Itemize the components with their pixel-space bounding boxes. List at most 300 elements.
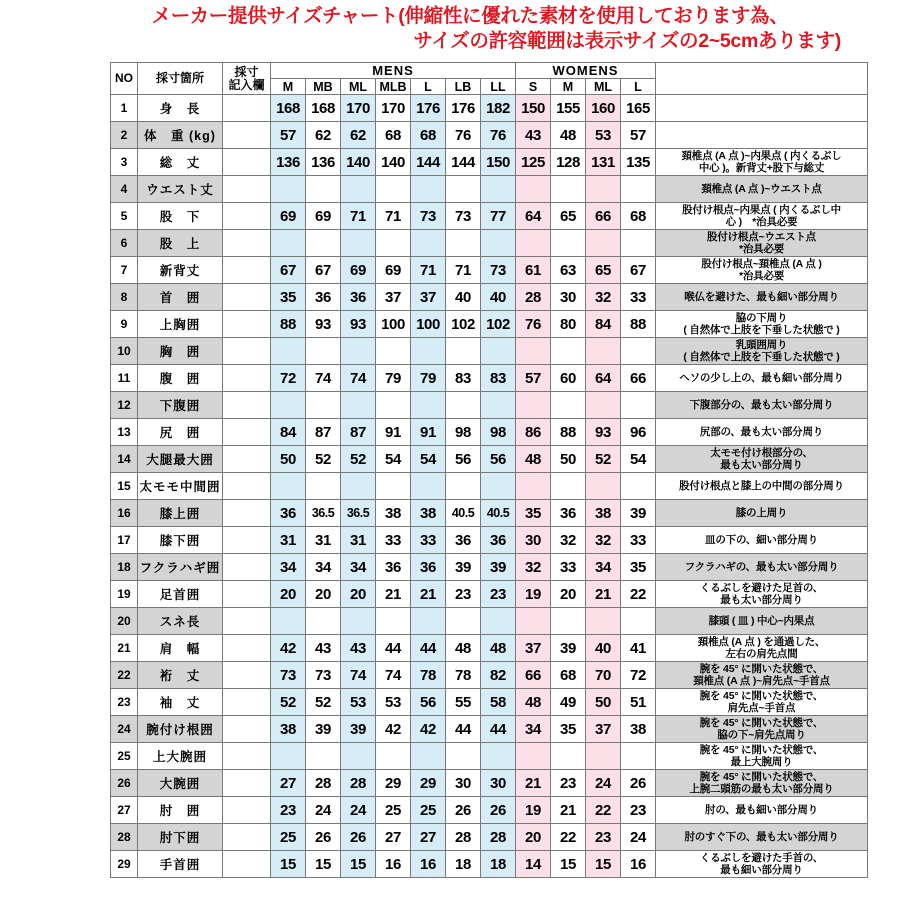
size-value-cell xyxy=(481,338,516,365)
measurement-entry-field[interactable] xyxy=(223,608,271,635)
size-value-cell: 20 xyxy=(551,581,586,608)
measurement-note xyxy=(656,392,868,419)
table-row xyxy=(111,608,868,635)
size-value-cell xyxy=(411,473,446,500)
size-value-cell: 49 xyxy=(551,689,586,716)
size-value-cell: 32 xyxy=(586,527,621,554)
size-value-cell xyxy=(446,176,481,203)
size-value-cell: 57 xyxy=(271,122,306,149)
measurement-entry-field[interactable] xyxy=(223,500,271,527)
table-row xyxy=(111,365,868,392)
measurement-note xyxy=(656,554,868,581)
measurement-note xyxy=(656,473,868,500)
size-value-cell: 39 xyxy=(481,554,516,581)
size-value-cell: 22 xyxy=(621,581,656,608)
size-value-cell xyxy=(516,392,551,419)
size-value-cell: 27 xyxy=(376,824,411,851)
note-cell-empty xyxy=(656,95,868,122)
size-value-cell: 36 xyxy=(551,500,586,527)
measurement-entry-field[interactable] xyxy=(223,581,271,608)
size-value-cell: 34 xyxy=(516,716,551,743)
size-value-cell: 32 xyxy=(586,284,621,311)
size-value-cell: 77 xyxy=(481,203,516,230)
size-value-cell: 48 xyxy=(481,635,516,662)
size-value-cell xyxy=(586,473,621,500)
size-value-cell: 36.5 xyxy=(306,500,341,527)
size-value-cell: 44 xyxy=(411,635,446,662)
note-line: 股付け根点~ウエスト点 xyxy=(707,230,816,243)
size-value-cell: 37 xyxy=(376,284,411,311)
size-value-cell: 170 xyxy=(341,95,376,122)
measurement-part: 大腿最大囲 xyxy=(138,446,223,473)
measurement-entry-field[interactable] xyxy=(223,392,271,419)
header-size-mens-m: M xyxy=(271,79,306,95)
size-value-cell xyxy=(551,608,586,635)
size-value-cell: 144 xyxy=(411,149,446,176)
measurement-part: フクラハギ囲 xyxy=(138,554,223,581)
size-value-cell: 16 xyxy=(411,851,446,878)
note-line: フクラハギの、最も太い部分周り xyxy=(684,560,839,573)
size-value-cell xyxy=(271,392,306,419)
row-number: 12 xyxy=(111,392,138,419)
measurement-part: 腹 囲 xyxy=(138,365,223,392)
size-value-cell: 68 xyxy=(411,122,446,149)
size-value-cell: 102 xyxy=(446,311,481,338)
measurement-part: 上大腕囲 xyxy=(138,743,223,770)
size-value-cell: 33 xyxy=(621,527,656,554)
size-value-cell: 65 xyxy=(551,203,586,230)
measurement-part: ウエスト丈 xyxy=(138,176,223,203)
size-value-cell: 21 xyxy=(411,581,446,608)
size-value-cell xyxy=(341,176,376,203)
size-value-cell: 71 xyxy=(341,203,376,230)
size-value-cell xyxy=(446,230,481,257)
measurement-entry-field[interactable] xyxy=(223,770,271,797)
size-value-cell: 36 xyxy=(306,284,341,311)
size-value-cell: 87 xyxy=(341,419,376,446)
title-line-1: メーカー提供サイズチャート(伸縮性に優れた素材を使用しております為、 xyxy=(151,5,789,27)
size-value-cell: 43 xyxy=(306,635,341,662)
size-value-cell: 87 xyxy=(306,419,341,446)
row-number: 27 xyxy=(111,797,138,824)
size-value-cell xyxy=(446,338,481,365)
title-line-2: サイズの許容範囲は表示サイズの2~5cmあります) xyxy=(413,30,841,52)
size-value-cell xyxy=(411,392,446,419)
size-value-cell: 43 xyxy=(341,635,376,662)
size-value-cell: 98 xyxy=(446,419,481,446)
size-value-cell: 36 xyxy=(341,284,376,311)
size-value-cell: 65 xyxy=(586,257,621,284)
size-value-cell: 22 xyxy=(586,797,621,824)
size-value-cell: 93 xyxy=(341,311,376,338)
size-value-cell xyxy=(551,473,586,500)
size-value-cell: 18 xyxy=(481,851,516,878)
size-value-cell xyxy=(621,230,656,257)
table-row xyxy=(111,770,868,797)
measurement-entry-field[interactable] xyxy=(223,824,271,851)
size-value-cell: 55 xyxy=(446,689,481,716)
size-value-cell: 27 xyxy=(411,824,446,851)
size-value-cell: 155 xyxy=(551,95,586,122)
size-value-cell: 78 xyxy=(446,662,481,689)
size-value-cell: 150 xyxy=(481,149,516,176)
size-value-cell: 38 xyxy=(376,500,411,527)
measurement-entry-field[interactable] xyxy=(223,419,271,446)
size-value-cell xyxy=(271,473,306,500)
row-number: 3 xyxy=(111,149,138,176)
measurement-note xyxy=(656,662,868,689)
size-value-cell: 52 xyxy=(306,689,341,716)
size-value-cell: 160 xyxy=(586,95,621,122)
size-value-cell: 40.5 xyxy=(446,500,481,527)
size-value-cell: 41 xyxy=(621,635,656,662)
row-number: 13 xyxy=(111,419,138,446)
size-value-cell xyxy=(516,338,551,365)
measurement-part: 袖 丈 xyxy=(138,689,223,716)
measurement-entry-field[interactable] xyxy=(223,257,271,284)
note-line: 腕を 45° に開いた状態で、 xyxy=(699,662,824,675)
table-row xyxy=(111,446,868,473)
measurement-part: 胸 囲 xyxy=(138,338,223,365)
measurement-part: 股 上 xyxy=(138,230,223,257)
row-number: 28 xyxy=(111,824,138,851)
size-value-cell: 29 xyxy=(376,770,411,797)
size-value-cell: 23 xyxy=(586,824,621,851)
header-memo xyxy=(223,63,271,95)
size-value-cell xyxy=(411,176,446,203)
size-value-cell: 37 xyxy=(516,635,551,662)
measurement-note xyxy=(656,446,868,473)
size-value-cell xyxy=(551,743,586,770)
size-value-cell: 48 xyxy=(551,122,586,149)
measurement-entry-field[interactable] xyxy=(223,230,271,257)
row-number: 26 xyxy=(111,770,138,797)
size-value-cell xyxy=(306,473,341,500)
size-value-cell xyxy=(481,608,516,635)
size-value-cell: 16 xyxy=(621,851,656,878)
size-value-cell: 18 xyxy=(446,851,481,878)
size-value-cell: 42 xyxy=(271,635,306,662)
header-size-womens-l: L xyxy=(621,79,656,95)
size-value-cell: 71 xyxy=(411,257,446,284)
note-line: 頚椎点 (A 点 )~内果点 ( 内くるぶし xyxy=(681,149,842,162)
size-value-cell xyxy=(446,392,481,419)
size-value-cell: 35 xyxy=(551,716,586,743)
table-row xyxy=(111,203,868,230)
note-line: ヘソの少し上の、最も細い部分周り xyxy=(679,371,844,384)
note-line: 脇の下~肩先点周り xyxy=(717,729,806,741)
size-value-cell: 19 xyxy=(516,581,551,608)
size-value-cell: 52 xyxy=(271,689,306,716)
size-value-cell xyxy=(586,338,621,365)
measurement-entry-field[interactable] xyxy=(223,365,271,392)
row-number: 11 xyxy=(111,365,138,392)
row-number: 29 xyxy=(111,851,138,878)
size-value-cell: 62 xyxy=(306,122,341,149)
size-value-cell: 72 xyxy=(621,662,656,689)
note-line: 最上大腕周り xyxy=(730,756,793,768)
size-value-cell: 73 xyxy=(306,662,341,689)
size-value-cell: 23 xyxy=(481,581,516,608)
size-value-cell: 15 xyxy=(306,851,341,878)
row-number: 24 xyxy=(111,716,138,743)
size-value-cell: 22 xyxy=(551,824,586,851)
size-value-cell: 57 xyxy=(516,365,551,392)
row-number: 5 xyxy=(111,203,138,230)
size-value-cell: 15 xyxy=(551,851,586,878)
size-value-cell: 71 xyxy=(446,257,481,284)
size-value-cell: 25 xyxy=(411,797,446,824)
header-size-mens-ll: LL xyxy=(481,79,516,95)
measurement-entry-field[interactable] xyxy=(223,554,271,581)
measurement-entry-field[interactable] xyxy=(223,95,271,122)
table-row xyxy=(111,338,868,365)
size-value-cell xyxy=(621,743,656,770)
size-value-cell: 35 xyxy=(621,554,656,581)
size-value-cell: 20 xyxy=(271,581,306,608)
measurement-entry-field[interactable] xyxy=(223,743,271,770)
size-value-cell: 53 xyxy=(341,689,376,716)
size-value-cell xyxy=(481,392,516,419)
measurement-note xyxy=(656,257,868,284)
size-value-cell: 35 xyxy=(516,500,551,527)
note-line: 最も太い部分周り xyxy=(720,459,803,471)
row-number: 8 xyxy=(111,284,138,311)
size-value-cell: 25 xyxy=(271,824,306,851)
size-value-cell: 19 xyxy=(516,797,551,824)
row-number: 6 xyxy=(111,230,138,257)
row-number: 14 xyxy=(111,446,138,473)
measurement-entry-field[interactable] xyxy=(223,176,271,203)
size-value-cell: 165 xyxy=(621,95,656,122)
measurement-entry-field[interactable] xyxy=(223,284,271,311)
size-value-cell: 26 xyxy=(621,770,656,797)
size-value-cell: 66 xyxy=(516,662,551,689)
size-value-cell xyxy=(341,230,376,257)
size-value-cell: 29 xyxy=(411,770,446,797)
size-value-cell: 56 xyxy=(481,446,516,473)
size-value-cell xyxy=(481,743,516,770)
measurement-entry-field[interactable] xyxy=(223,527,271,554)
measurement-note xyxy=(656,716,868,743)
note-line: 頚椎点 (A 点 ) を通過した、 xyxy=(697,635,826,648)
measurement-entry-field[interactable] xyxy=(223,149,271,176)
header-size-womens-m: M xyxy=(551,79,586,95)
note-line: 脇の下周り xyxy=(735,311,788,324)
size-value-cell: 136 xyxy=(271,149,306,176)
measurement-part: 足首囲 xyxy=(138,581,223,608)
size-value-cell: 79 xyxy=(411,365,446,392)
size-value-cell: 40 xyxy=(481,284,516,311)
size-value-cell: 52 xyxy=(586,446,621,473)
size-value-cell xyxy=(376,473,411,500)
note-line: 腕を 45° に開いた状態で、 xyxy=(699,716,824,729)
size-value-cell: 35 xyxy=(271,284,306,311)
size-value-cell: 21 xyxy=(586,581,621,608)
size-value-cell xyxy=(376,230,411,257)
row-number: 9 xyxy=(111,311,138,338)
size-value-cell xyxy=(306,608,341,635)
measurement-note xyxy=(656,176,868,203)
table-row xyxy=(111,635,868,662)
size-value-cell: 136 xyxy=(306,149,341,176)
size-value-cell: 84 xyxy=(271,419,306,446)
size-value-cell: 91 xyxy=(411,419,446,446)
measurement-note xyxy=(656,365,868,392)
note-line: 股付け根点~内果点 ( 内くるぶし中 xyxy=(682,203,841,216)
size-value-cell: 88 xyxy=(621,311,656,338)
size-chart-table xyxy=(110,62,868,878)
size-value-cell: 54 xyxy=(411,446,446,473)
size-value-cell xyxy=(341,392,376,419)
size-value-cell: 68 xyxy=(376,122,411,149)
size-value-cell: 23 xyxy=(446,581,481,608)
size-value-cell: 21 xyxy=(516,770,551,797)
size-value-cell: 74 xyxy=(376,662,411,689)
measurement-part: 太モモ中間囲 xyxy=(138,473,223,500)
note-line: ( 自然体で上肢を下垂した状態で ) xyxy=(683,324,840,336)
row-number: 21 xyxy=(111,635,138,662)
size-value-cell: 43 xyxy=(516,122,551,149)
size-value-cell: 40 xyxy=(586,635,621,662)
size-value-cell xyxy=(306,230,341,257)
size-value-cell: 28 xyxy=(341,770,376,797)
size-value-cell: 51 xyxy=(621,689,656,716)
size-value-cell xyxy=(446,473,481,500)
measurement-entry-field[interactable] xyxy=(223,338,271,365)
size-value-cell: 67 xyxy=(306,257,341,284)
size-value-cell: 48 xyxy=(516,689,551,716)
note-line: 最も細い部分周り xyxy=(720,864,803,876)
size-value-cell xyxy=(341,608,376,635)
header-part: 採寸箇所 xyxy=(138,63,223,95)
row-number: 17 xyxy=(111,527,138,554)
measurement-entry-field[interactable] xyxy=(223,473,271,500)
size-value-cell xyxy=(341,473,376,500)
size-value-cell xyxy=(621,608,656,635)
table-row xyxy=(111,122,868,149)
table-row xyxy=(111,662,868,689)
row-number: 1 xyxy=(111,95,138,122)
size-value-cell xyxy=(411,230,446,257)
size-value-cell: 39 xyxy=(446,554,481,581)
measurement-note xyxy=(656,500,868,527)
measurement-note xyxy=(656,581,868,608)
table-row xyxy=(111,554,868,581)
header-mens: MENS xyxy=(271,63,516,79)
header-no: NO xyxy=(111,63,138,95)
size-value-cell: 69 xyxy=(306,203,341,230)
header-size-mens-l: L xyxy=(411,79,446,95)
size-value-cell: 26 xyxy=(481,797,516,824)
size-value-cell: 96 xyxy=(621,419,656,446)
measurement-part: 大腕囲 xyxy=(138,770,223,797)
size-value-cell: 34 xyxy=(271,554,306,581)
table-row xyxy=(111,95,868,122)
header-memo-line2: 記入欄 xyxy=(228,77,265,92)
note-line: 股付け根点~頚椎点 (A 点 ) xyxy=(701,257,822,270)
measurement-entry-field[interactable] xyxy=(223,635,271,662)
measurement-note xyxy=(656,527,868,554)
size-value-cell: 44 xyxy=(446,716,481,743)
size-value-cell: 44 xyxy=(481,716,516,743)
size-value-cell: 33 xyxy=(551,554,586,581)
measurement-entry-field[interactable] xyxy=(223,851,271,878)
measurement-entry-field[interactable] xyxy=(223,446,271,473)
size-value-cell xyxy=(376,392,411,419)
size-value-cell: 150 xyxy=(516,95,551,122)
row-number: 10 xyxy=(111,338,138,365)
measurement-entry-field[interactable] xyxy=(223,662,271,689)
size-value-cell: 82 xyxy=(481,662,516,689)
size-value-cell: 36 xyxy=(481,527,516,554)
size-value-cell: 38 xyxy=(411,500,446,527)
size-value-cell: 64 xyxy=(516,203,551,230)
measurement-entry-field[interactable] xyxy=(223,716,271,743)
row-number: 19 xyxy=(111,581,138,608)
note-line: 頚椎点 (A 点 )~肩先点~手首点 xyxy=(693,675,830,687)
size-value-cell xyxy=(586,176,621,203)
size-value-cell: 68 xyxy=(551,662,586,689)
size-value-cell xyxy=(376,608,411,635)
size-value-cell: 76 xyxy=(481,122,516,149)
table-head xyxy=(111,63,868,95)
size-value-cell: 15 xyxy=(586,851,621,878)
measurement-entry-field[interactable] xyxy=(223,122,271,149)
size-value-cell: 170 xyxy=(376,95,411,122)
size-value-cell: 76 xyxy=(516,311,551,338)
size-value-cell xyxy=(516,230,551,257)
size-value-cell: 33 xyxy=(621,284,656,311)
size-value-cell xyxy=(586,392,621,419)
size-value-cell: 98 xyxy=(481,419,516,446)
size-value-cell: 28 xyxy=(446,824,481,851)
size-value-cell: 52 xyxy=(341,446,376,473)
size-value-cell: 38 xyxy=(271,716,306,743)
note-line: *治具必要 xyxy=(738,270,785,282)
size-value-cell xyxy=(306,743,341,770)
measurement-part: 身 長 xyxy=(138,95,223,122)
measurement-part: 上胸囲 xyxy=(138,311,223,338)
size-value-cell xyxy=(376,338,411,365)
note-line: 頚椎点 (A 点 )~ウエスト点 xyxy=(701,182,822,195)
measurement-entry-field[interactable] xyxy=(223,797,271,824)
size-value-cell: 52 xyxy=(306,446,341,473)
size-value-cell xyxy=(411,338,446,365)
note-line: 肘のすぐ下の、最も太い部分周り xyxy=(684,830,839,843)
size-value-cell: 42 xyxy=(411,716,446,743)
size-value-cell: 20 xyxy=(341,581,376,608)
size-value-cell xyxy=(481,176,516,203)
measurement-entry-field[interactable] xyxy=(223,311,271,338)
size-value-cell: 66 xyxy=(586,203,621,230)
size-value-cell: 88 xyxy=(551,419,586,446)
table-row xyxy=(111,149,868,176)
measurement-part: 肘 囲 xyxy=(138,797,223,824)
note-line: 股付け根点と膝上の中間の部分周り xyxy=(679,479,844,492)
size-value-cell: 128 xyxy=(551,149,586,176)
measurement-entry-field[interactable] xyxy=(223,203,271,230)
measurement-part: 肩 幅 xyxy=(138,635,223,662)
size-value-cell: 56 xyxy=(411,689,446,716)
size-value-cell: 64 xyxy=(586,365,621,392)
size-value-cell: 34 xyxy=(341,554,376,581)
size-value-cell: 36 xyxy=(411,554,446,581)
measurement-entry-field[interactable] xyxy=(223,689,271,716)
size-value-cell: 24 xyxy=(621,824,656,851)
measurement-part: 膝下囲 xyxy=(138,527,223,554)
row-number: 18 xyxy=(111,554,138,581)
